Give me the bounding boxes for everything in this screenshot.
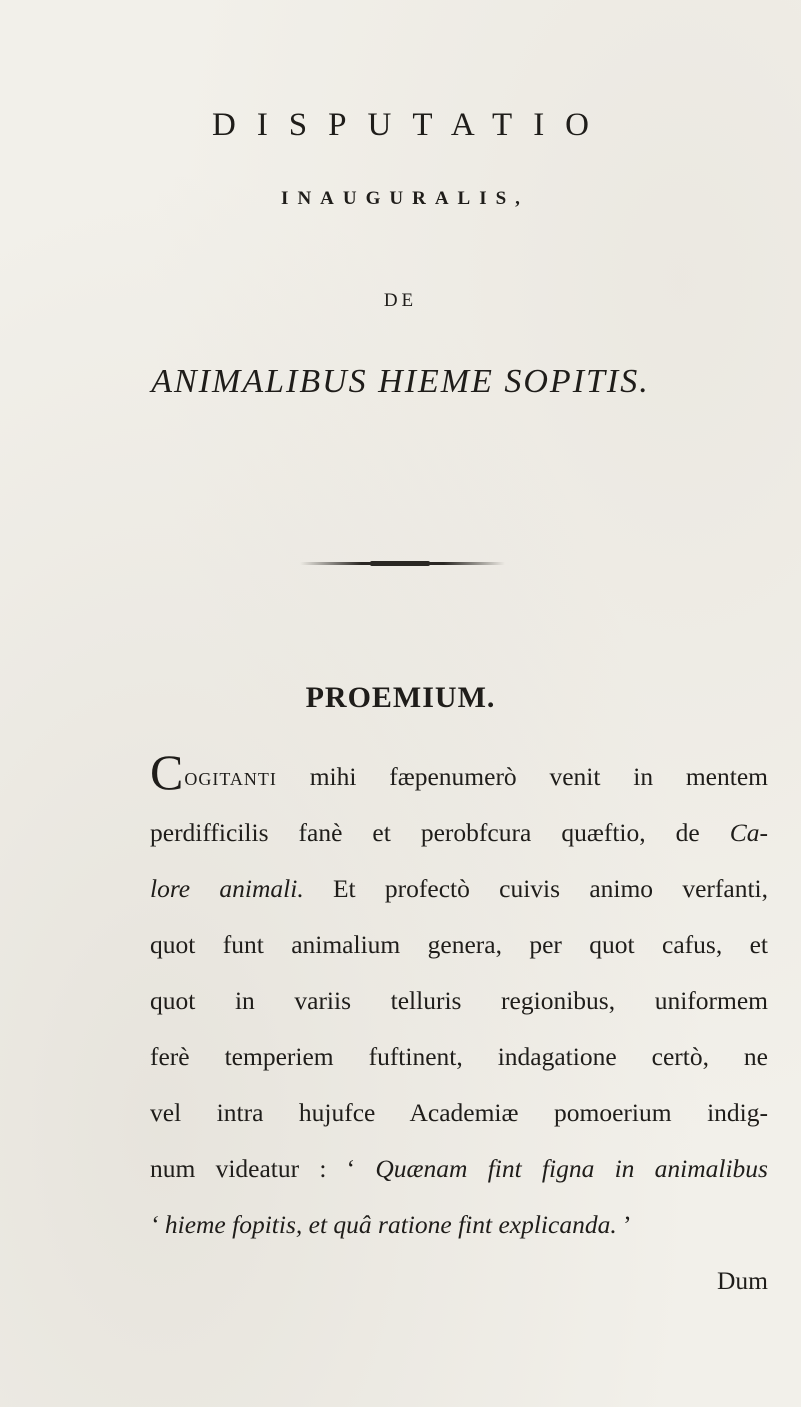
body-line-5: quot in variis telluris regionibus, uniformem — [150, 986, 768, 1015]
title-topic: ANIMALIBUS HIEME SOPITIS. — [151, 363, 650, 400]
italic-text-run: ‘ hieme fopitis, et quâ ratione fint explicanda. — [150, 1210, 617, 1239]
body-line-4: quot funt animalium genera, per quot cafus, et — [150, 930, 768, 959]
body-text-run: perdifficilis fanè et perobfcura quæftio, de — [150, 818, 730, 847]
body-text — [150, 744, 768, 1309]
body-line-8 — [150, 1141, 768, 1197]
body-text-run: ’ — [616, 1210, 632, 1239]
body-text-run: num videatur : ‘ — [150, 1154, 376, 1183]
section-heading: PROEMIUM. — [305, 681, 496, 714]
title-sub: INAUGURALIS, — [281, 188, 529, 209]
body-line-6: ferè temperiem fuftinent, indagatione certò, ne — [150, 1042, 768, 1071]
catchword: Dum — [717, 1266, 768, 1295]
body-text-run: mihi fæpenumerò venit in mentem — [276, 762, 768, 791]
body-line-2 — [150, 805, 768, 861]
body-text-run: Et profectò cuivis animo verfanti, — [303, 874, 768, 903]
small-caps-word: ogitanti — [184, 762, 277, 791]
italic-text-run: Ca- — [729, 818, 768, 847]
italic-text-run: Quænam fint figna in animalibus — [375, 1154, 768, 1183]
body-line-9 — [150, 1197, 768, 1253]
title-main: DISPUTATIO — [211, 107, 611, 143]
italic-text-run: lore animali. — [150, 874, 304, 903]
drop-cap: C — [150, 744, 184, 800]
body-line-7: vel intra hujufce Academiæ pomoerium indig- — [150, 1098, 768, 1127]
ornamental-rule — [300, 562, 505, 565]
body-line-3 — [150, 861, 768, 917]
body-line-1 — [150, 744, 768, 805]
title-de: DE — [383, 290, 418, 311]
